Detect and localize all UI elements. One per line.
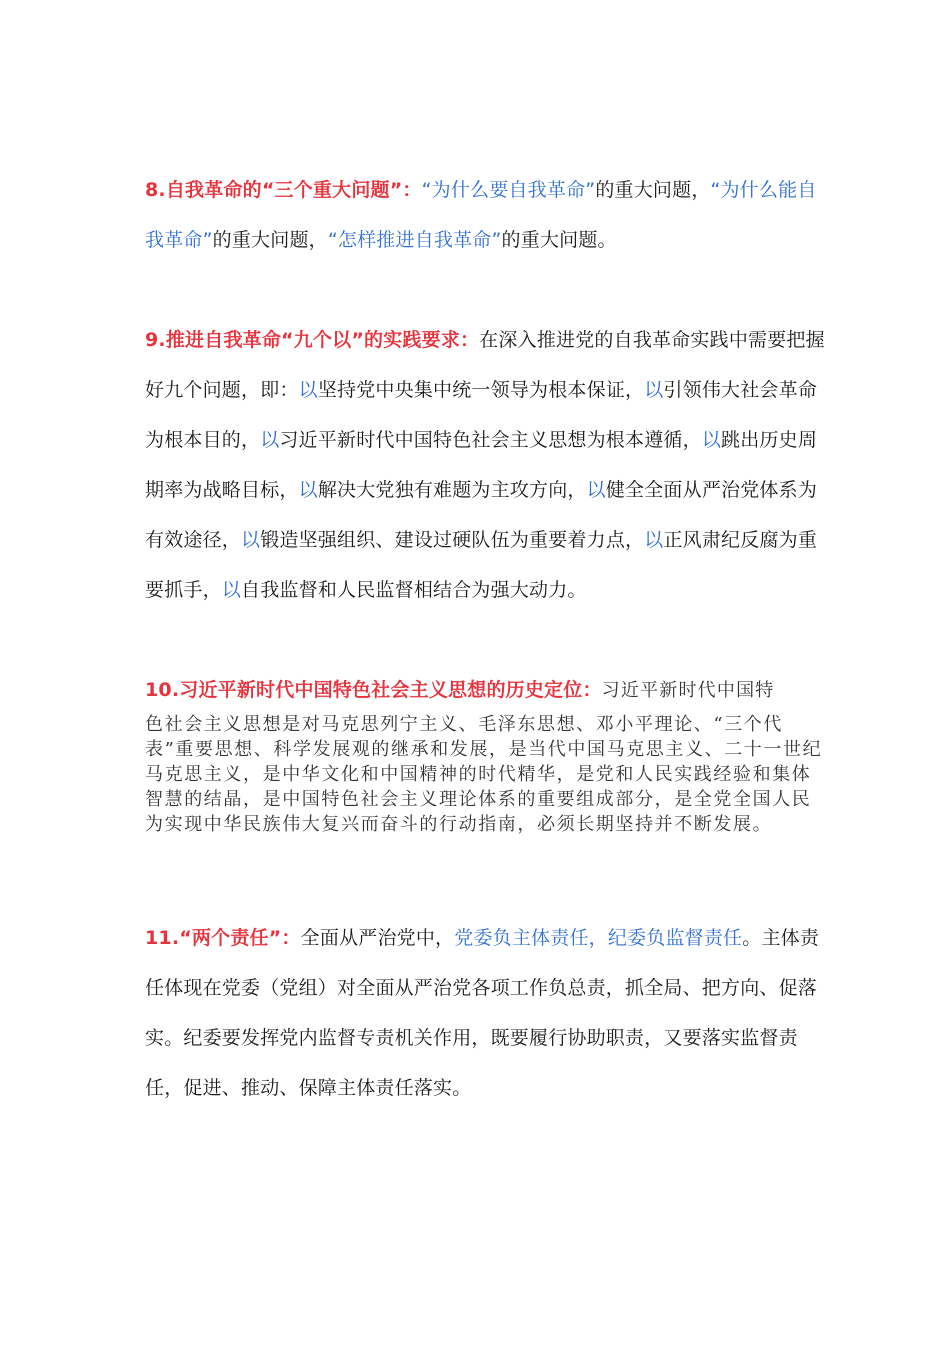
item-9-point-2-yi: 以 bbox=[644, 379, 664, 401]
item-9-intro: 在深入推进党的自我革命实践中需要把握好九个问题，即： bbox=[145, 329, 825, 401]
item-9-point-1-yi: 以 bbox=[298, 379, 318, 401]
item-8-text-1: 的重大问题， bbox=[595, 179, 711, 201]
item-9-point-4-text: 跳出历史周期率为战略目标， bbox=[145, 429, 818, 501]
item-9-point-8-text: 正风肃纪反腐为重要抓手， bbox=[145, 529, 818, 601]
item-9-paragraph bbox=[145, 315, 825, 615]
item-9-heading: 9.推进自我革命“九个以”的实践要求： bbox=[145, 329, 480, 351]
item-8-question-3: “怎样推进自我革命” bbox=[327, 229, 502, 251]
item-11-period: 。 bbox=[742, 927, 762, 949]
item-9-point-2-text: 引领伟大社会革命为根本目的， bbox=[145, 379, 818, 451]
item-8-question-1: “为什么要自我革命” bbox=[421, 179, 596, 201]
item-9-point-5-text: 解决大党独有难题为主攻方向， bbox=[317, 479, 587, 501]
item-10-lead: 习近平新时代中国特 bbox=[601, 680, 775, 701]
item-9-point-6-text: 健全全面从严治党体系为有效途径， bbox=[145, 479, 818, 551]
item-9-point-4-yi: 以 bbox=[701, 429, 722, 451]
item-11-highlight: 党委负主体责任，纪委负监督责任 bbox=[454, 927, 743, 949]
item-8-text-2: 的重大问题， bbox=[212, 229, 328, 251]
item-9-point-9-text: 自我监督和人民监督相结合为强大动力。 bbox=[241, 579, 587, 601]
item-10-heading: 10.习近平新时代中国特色社会主义思想的历史定位： bbox=[145, 679, 602, 701]
item-8-question-2: “为什么能自我革命” bbox=[145, 179, 817, 251]
item-9-point-9-yi: 以 bbox=[221, 579, 242, 601]
item-9-point-5-yi: 以 bbox=[298, 479, 318, 501]
item-8-paragraph bbox=[145, 165, 825, 265]
item-10-heading-line bbox=[145, 665, 825, 716]
item-9-point-8-yi: 以 bbox=[644, 529, 664, 551]
item-11-body: 主体责任体现在党委（党组）对全面从严治党各项工作负总责，抓全局、把方向、促落实。纪委要发挥党内监督专责机关作用，既要履行协助职责，又要落实监督责任，促进、推动、保障主体责任落实。 bbox=[145, 927, 820, 1099]
item-9-point-7-yi: 以 bbox=[241, 529, 261, 551]
item-10-body: 色社会主义思想是对马克思列宁主义、毛泽东思想、邓小平理论、“三个代表”重要思想、科学发展观的继承和发展，是当代中国马克思主义、二十一世纪马克思主义，是中华文化和中国精神的时代精华，是党和人民实践经验和集体智慧的结晶，是中国特色社会主义理论体系的重要组成部分，是全党全国人民为实现中华民族伟大复兴而奋斗的行动指南，必须长期坚持并不断发展。 bbox=[145, 714, 823, 835]
item-11-heading: 11.“两个责任”： bbox=[145, 927, 301, 949]
item-9-point-7-text: 锻造坚强组织、建设过硬队伍为重要着力点， bbox=[260, 529, 645, 551]
item-9-point-6-yi: 以 bbox=[586, 479, 606, 501]
item-8-heading: 8.自我革命的“三个重大问题”： bbox=[145, 179, 422, 201]
item-11-paragraph bbox=[145, 913, 825, 1113]
item-9-point-1-text: 坚持党中央集中统一领导为根本保证， bbox=[317, 379, 645, 401]
item-9-point-3-text: 习近平新时代中国特色社会主义思想为根本遵循， bbox=[279, 429, 702, 451]
item-11-intro: 全面从严治党中， bbox=[300, 927, 455, 949]
item-8-text-3: 的重大问题。 bbox=[501, 229, 617, 251]
item-9-point-3-yi: 以 bbox=[260, 429, 280, 451]
